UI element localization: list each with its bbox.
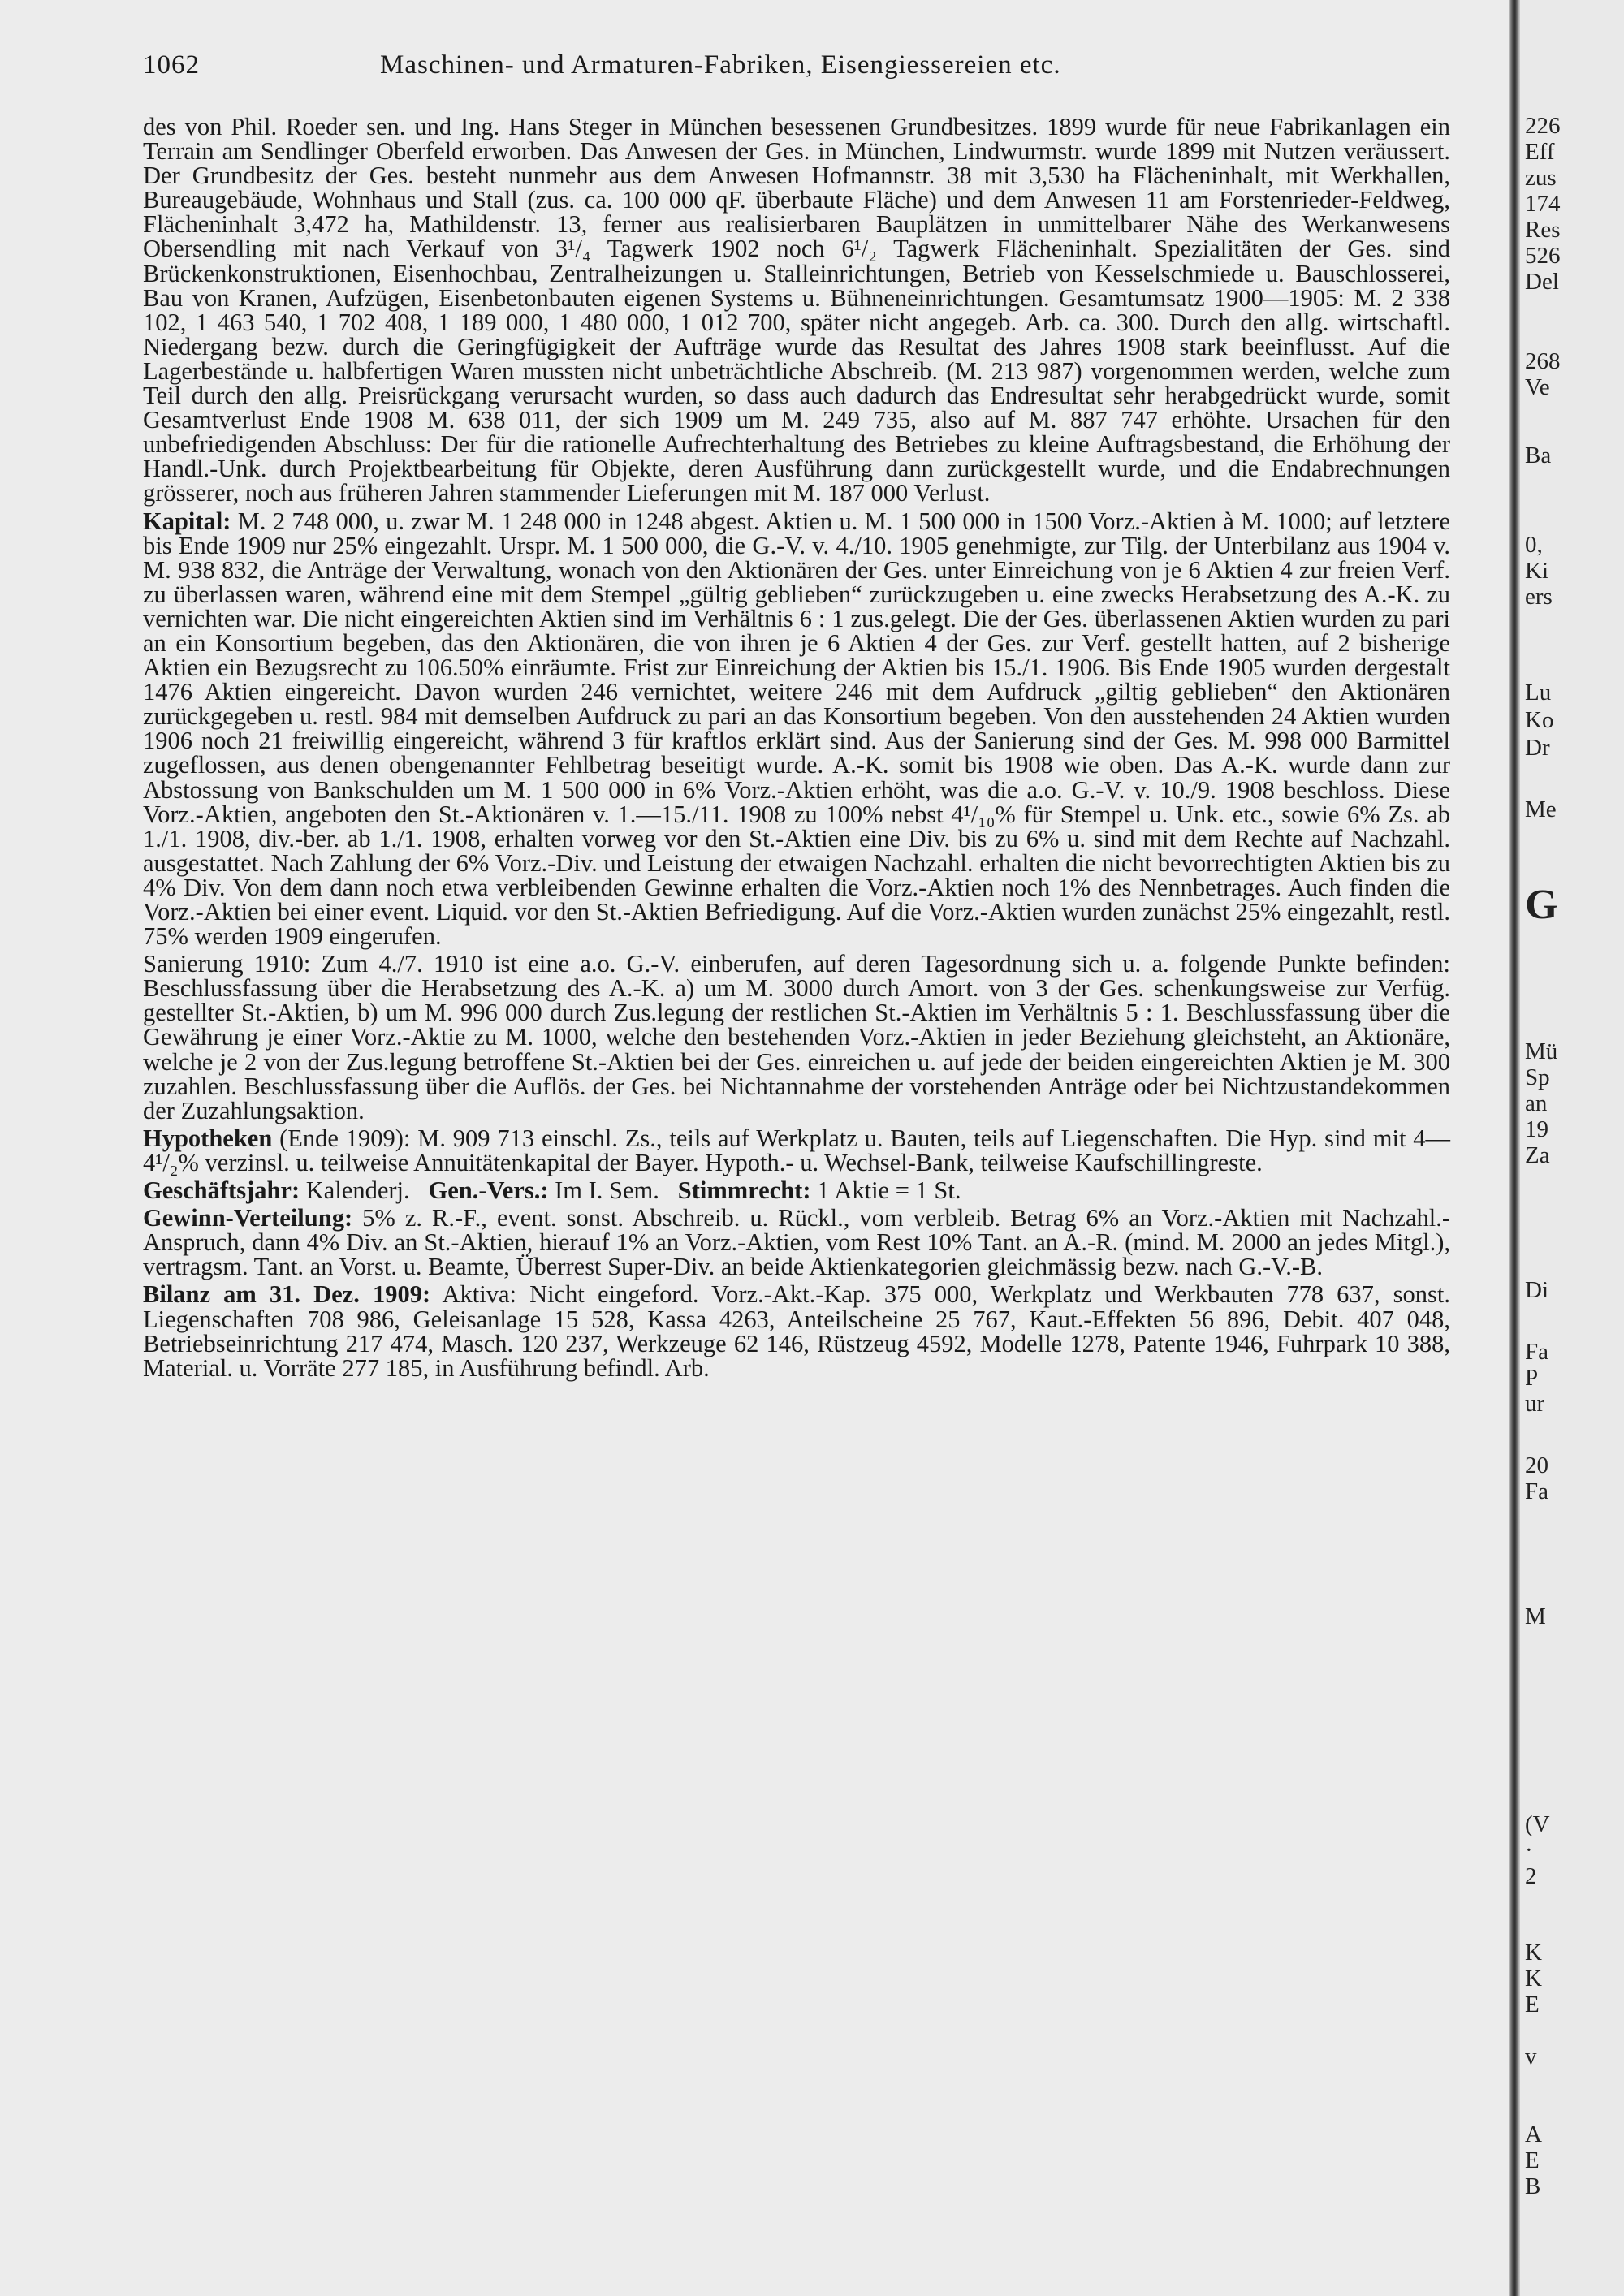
facing-fragment: G <box>1525 882 1558 928</box>
sanierung-text: Sanierung 1910: Zum 4./7. 1910 ist eine a.o. G.-V. einberufen, auf deren Tagesordnung sich u. a. folgende Punkte befinden: Beschlussfassung über die Herabsetzung des A.-K. a) um M. 3000 durch Amort. von 3 der Ges. schenkungsweise zur Verfüg. gestellter St.-Aktien, b) um M. 996 000 durch Zus.legung der restlichen St.-Aktien im Verhältnis 5 : 1. Beschlussfassung über die Gewährung je einer Vorz.-Aktie zu M. 1000, welche den bestehenden Vorz.-Aktien in jeder Beziehung gleichsteht, an Aktionäre, welche je 2 von der Zus.legung betroffene St.-Aktien bei der Ges. einreichen u. auf jede der beiden eingereichten Aktien je M. 300 zuzahlen. Beschlussfassung über die Auflös. der Ges. bei Nichtannahme der vorstehenden Anträge oder bei Nichtzustandekommen der Zuzahlungsaktion. <box>143 950 1450 1124</box>
facing-fragment: K <box>1525 1966 1542 1992</box>
gewinn-verteilung-text: 5% z. R.-F., event. sonst. Abschreib. u. Rückl., vom verbleib. Betrag 6% an Vorz.-Aktien mit Nachzahl.-Anspruch, dann 4% Div. an St.-Aktien, hierauf 1% an Vorz.-Aktien, vom Rest 10% Tant. an A.-R. (mind. M. 2000 an jedes Mitgl.), vertragsm. Tant. an Vorst. u. Beamte, Überrest Super-Div. an beide Aktienkategorien gleichmässig bezw. nach G.-V.-B. <box>143 1204 1450 1281</box>
facing-fragment: 174 <box>1525 191 1561 217</box>
facing-fragment: Ve <box>1525 374 1550 400</box>
book-gutter-shadow <box>1509 0 1520 2296</box>
facing-fragment: ers <box>1525 584 1553 610</box>
facing-fragment: A <box>1525 2121 1542 2147</box>
paragraph-sanierung <box>143 952 1450 1123</box>
section-label-gen-vers: Gen.-Vers.: <box>428 1176 549 1205</box>
facing-fragment: 226 <box>1525 113 1561 139</box>
facing-fragment: Mü <box>1525 1038 1558 1064</box>
bilanz-text: Aktiva: Nicht eingeford. Vorz.-Akt.-Kap. 375 000, Werkplatz und Werkbauten 778 637, sonst. Liegenschaften 708 986, Geleisanlage 15 528, Kassa 4263, Anteilscheine 25 767, Kaut.-Effekten 56 896, Debit. 407 048, Betriebseinrichtung 217 474, Masch. 120 237, Werkzeuge 62 146, Rüstzeug 4592, Modelle 1278, Patente 1946, Fuhrpark 10 388, Material. u. Vorräte 277 185, in Ausführung befindl. Arb. <box>143 1280 1450 1382</box>
facing-fragment: Sp <box>1525 1064 1550 1090</box>
facing-fragment: (V <box>1525 1811 1550 1837</box>
section-label-kapital: Kapital: <box>143 507 231 535</box>
facing-fragment: Ko <box>1525 707 1554 733</box>
facing-fragment: Ki <box>1525 558 1548 584</box>
facing-page-edge <box>1520 0 1624 2296</box>
facing-fragment: an <box>1525 1090 1548 1116</box>
section-label-stimmrecht: Stimmrecht: <box>677 1176 811 1205</box>
paragraph-grundbesitz: des von Phil. Roeder sen. und Ing. Hans Steger in München besessenen Grundbesitzes. 1899 wurde für neue Fabrikanlagen ein Terrain am Sendlinger Oberfeld erworben. Das Anwesen der Ges. in München, Lindwurmstr. wurde 1899 mit Nutzen veräussert. Der Grundbesitz der Ges. besteht nunmehr aus dem Anwesen Hofmannstr. 38 mit 3,530 ha Flächeninhalt, mit Werkhallen, Bureaugebäude, Wohnhaus und Stall (zus. ca. 100 000 qF. überbaute Fläche) und dem Anwesen 11 am Forstenrieder-Feldweg, Flächeninhalt 3,472 ha, Mathildenstr. 13, ferner aus realisierbaren Bauplätzen in unmittelbarer Nähe des Werkanwesens Obersendling mit nach Verkauf von 3¹/₄ Tagwerk 1902 noch 6¹/₂ Tagwerk Flächeninhalt. Spezialitäten der Ges. sind Brückenkonstruktionen, Eisenhochbau, Zentralheizungen u. Stalleinrichtungen, Betrieb von Kesselschmiede u. Bauschlosserei, Bau von Kranen, Aufzügen, Eisenbetonbauten eigenen Systems u. Bühneneinrichtungen. Gesamtumsatz 1900—1905: M. 2 338 102, 1 463 540, 1 702 408, 1 189 000, 1 480 000, 1 012 700, später nicht angegeb. Arb. ca. 300. Durch den allg. wirtschaftl. Niedergang bezw. durch die Geringfügigkeit der Aufträge wurde das Resultat des Jahres 1908 stark beeinflusst. Auf die Lagerbestände u. halbfertigen Waren mussten nicht unbeträchtliche Abschreib. (M. 213 987) vorgenommen werden, welche zum Teil durch den allg. Preisrückgang verursacht wurden, so dass auch dadurch das Endresultat sehr herabgedrückt wurde, somit Gesamtverlust Ende 1908 M. 638 011, der sich 1909 um M. 249 735, also auf M. 887 747 erhöhte. Ursachen für den unbefriedigenden Abschluss: Der für die rationelle Aufrechterhaltung des Betriebes zu kleine Auftragsbestand, die Erhöhung der Handl.-Unk. durch Projektbearbeitung für Objekte, deren Ausführung dann zurückgestellt wurde, und die Endabrechnungen grösserer, noch aus früheren Jahren stammender Lieferungen mit M. 187 000 Verlust. <box>143 113 1450 507</box>
facing-fragment: Del <box>1525 269 1559 295</box>
facing-fragment: P <box>1525 1365 1539 1391</box>
section-label-geschaeftsjahr: Geschäftsjahr: <box>143 1176 300 1205</box>
facing-fragment: E <box>1525 2147 1540 2173</box>
facing-fragment: 20 <box>1525 1452 1548 1478</box>
facing-fragment: 526 <box>1525 243 1561 269</box>
facing-fragment: 268 <box>1525 348 1561 374</box>
facing-fragment: Fa <box>1525 1339 1548 1365</box>
hypotheken-text: (Ende 1909): M. 909 713 einschl. Zs., teils auf Werkplatz u. Bauten, teils auf Liegenschaften. Die Hyp. sind mit 4—4¹/₂% verzinsl. u. teilweise Annuitätenkapital der Bayer. Hypoth.- u. Wechsel-Bank, teilweise Kaufschillingreste. <box>143 1124 1450 1176</box>
facing-fragment: Di <box>1525 1277 1548 1303</box>
facing-fragment: Ba <box>1525 442 1552 468</box>
facing-fragment: · <box>1525 1837 1533 1863</box>
company-entry-text <box>143 114 1450 1380</box>
facing-fragment: 0, <box>1525 532 1543 558</box>
kapital-text: M. 2 748 000, u. zwar M. 1 248 000 in 1248 abgest. Aktien u. M. 1 500 000 in 1500 Vorz.-Aktien à M. 1000; auf letztere bis Ende 1909 nur 25% eingezahlt. Urspr. M. 1 500 000, die G.-V. v. 4./10. 1905 genehmigte, zur Tilg. der Unterbilanz aus 1904 v. M. 938 832, die Anträge der Verwaltung, wonach von den Aktionären der Ges. unter Einreichung von je 6 Aktien 4 zur freien Verf. zu überlassen waren, während eine mit dem Stempel „gültig geblieben“ zurückzugeben u. eine zwecks Herabsetzung des A.-K. zu vernichten war. Die nicht eingereichten Aktien sind im Verhältnis 6 : 1 zus.gelegt. Die der Ges. überlassenen Aktien wurden zu pari an ein Konsortium begeben, das den Aktionären, die von ihren je 6 Aktien 4 der Ges. zur Verf. gestellt hatten, auf 2 bisherige Aktien ein Bezugsrecht zu 106.50% einräumte. Frist zur Einreichung der Aktien bis 15./1. 1906. Bis Ende 1905 wurden dergestalt 1476 Aktien eingereicht. Davon wurden 246 vernichtet, weitere 246 mit dem Aufdruck „giltig geblieben“ den Aktionären zurückgegeben u. restl. 984 mit demselben Aufdruck zu pari an das Konsortium begeben. Von den ausstehenden 24 Aktien wurden 1906 noch 21 freiwillig eingereicht, während 3 für kraftlos erklärt sind. Aus der Sanierung sind der Ges. M. 998 000 Barmittel zugeflossen, aus denen obengenannter Fehlbetrag beseitigt wurde. A.-K. somit bis 1908 wie oben. Das A.-K. wurde dann zur Abstossung von Bankschulden um M. 1 500 000 in 6% Vorz.-Aktien erhöht, was die a.o. G.-V. v. 10./9. 1908 beschloss. Diese Vorz.-Aktien, angeboten den St.-Aktionären v. 1.—15./11. 1908 zu 100% nebst 4¹/₁₀% für Stempel u. Unk. etc., sowie 6% Zs. ab 1./1. 1908, div.-ber. ab 1./1. 1908, erhalten vorweg vor den St.-Aktien eine Div. bis zu 6% u. sind mit dem Rechte auf Nachzahl. ausgestattet. Nach Zahlung der 6% Vorz.-Div. und Leistung der etwaigen Nachzahl. erhalten die nicht bevorrechtigten Aktien bis zu 4% Div. Von dem dann noch etwa verbleibenden Gewinne erhalten die Vorz.-Aktien noch 1% des Nennbetrages. Auch finden die Vorz.-Aktien bei einer event. Liquid. vor den St.-Aktien Befriedigung. Auf die Vorz.-Aktien wurden zunächst 25% eingezahlt, restl. 75% werden 1909 eingerufen. <box>143 507 1450 951</box>
facing-fragment: M <box>1525 1603 1546 1629</box>
facing-fragment: 2 <box>1525 1863 1537 1889</box>
paragraph-kapital <box>143 509 1450 949</box>
facing-fragment: Za <box>1525 1142 1550 1168</box>
paragraph-gewinn-verteilung <box>143 1206 1450 1279</box>
facing-fragment: B <box>1525 2173 1541 2199</box>
facing-fragment: Res <box>1525 217 1561 243</box>
running-title: Maschinen- und Armaturen-Fabriken, Eisengiessereien etc. <box>380 50 1061 80</box>
facing-fragment: Fa <box>1525 1478 1548 1504</box>
facing-fragment: ur <box>1525 1391 1545 1417</box>
facing-fragment: K <box>1525 1940 1542 1966</box>
section-label-gewinn-verteilung: Gewinn-Verteilung: <box>143 1204 353 1232</box>
facing-fragment: Eff <box>1525 139 1555 165</box>
facing-fragment: Dr <box>1525 735 1550 761</box>
facing-fragment: 19 <box>1525 1116 1548 1142</box>
stimmrecht-text: 1 Aktie = 1 St. <box>817 1176 961 1205</box>
gen-vers-text: Im I. Sem. <box>555 1176 659 1205</box>
paragraph-geschaeftsjahr <box>143 1176 1450 1205</box>
section-label-bilanz: Bilanz am 31. Dez. 1909: <box>143 1280 431 1309</box>
page-header <box>143 50 1450 86</box>
geschaeftsjahr-text: Kalenderj. <box>305 1176 410 1205</box>
facing-fragment: zus <box>1525 165 1557 191</box>
facing-fragment: v <box>1525 2044 1537 2069</box>
paragraph-bilanz <box>143 1280 1450 1382</box>
paragraph-hypotheken <box>143 1126 1450 1175</box>
facing-fragment: Lu <box>1525 680 1552 706</box>
facing-fragment: E <box>1525 1992 1540 2018</box>
facing-fragment: Me <box>1525 796 1557 822</box>
page-number: 1062 <box>143 50 200 80</box>
section-label-hypotheken: Hypotheken <box>143 1124 273 1152</box>
